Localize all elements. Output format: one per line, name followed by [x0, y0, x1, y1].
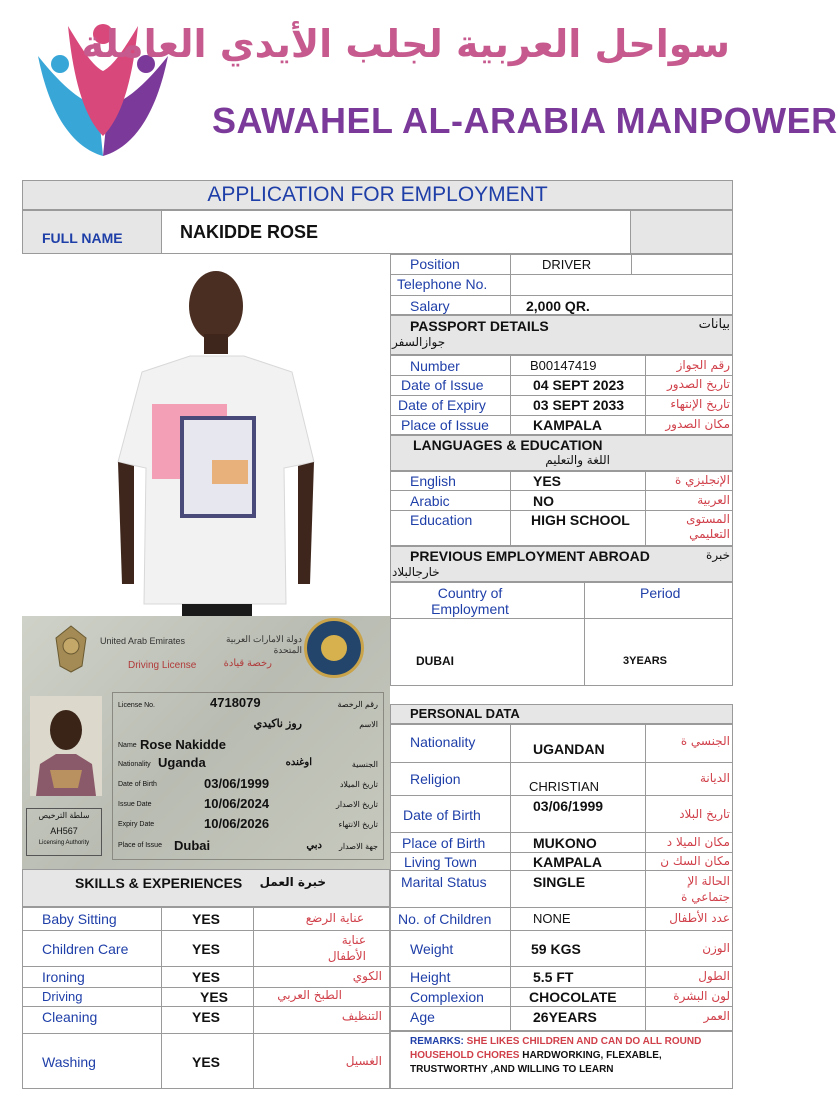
applicant-photo — [22, 254, 390, 616]
licensing-authority-stamp — [26, 808, 102, 856]
license-expiry-ar: تاريخ الانتهاء — [338, 820, 378, 829]
passport-number-label: Number — [410, 358, 460, 374]
living-town-value: KAMPALA — [533, 854, 602, 870]
license-name-ar-value: روز ناكيدي — [253, 718, 302, 730]
stamp-en: Licensing Authority — [38, 840, 90, 846]
country-of-employment-label: Country of Employment — [431, 585, 509, 617]
baby-sitting-label: Baby Sitting — [42, 911, 117, 927]
languages-heading-ar: اللغة والتعليم — [545, 453, 610, 467]
divider — [22, 966, 390, 967]
living-town-label: Living Town — [404, 854, 477, 870]
divider — [510, 355, 511, 435]
divider — [390, 852, 733, 853]
washing-label: Washing — [42, 1054, 96, 1070]
personal-heading: PERSONAL DATA — [410, 706, 520, 721]
divider — [510, 254, 511, 315]
divider — [390, 490, 733, 491]
position-value: DRIVER — [542, 257, 592, 272]
passport-heading-ar2: جوازالسفر — [392, 335, 446, 349]
license-type-en: Driving License — [128, 660, 197, 671]
license-nationality-ar-value: اوغنده — [285, 757, 312, 768]
divider — [161, 907, 162, 1089]
previous-heading-ar2: خارجالبلاد — [392, 565, 440, 579]
period-value: 3YEARS — [623, 655, 668, 667]
cleaning-ar: التنظيف — [341, 1009, 382, 1023]
weight-value: 59 KGS — [531, 941, 581, 957]
remarks-text — [410, 1035, 728, 1077]
divider — [390, 395, 733, 396]
driving-license-card — [22, 616, 390, 869]
complexion-value: CHOCOLATE — [529, 989, 617, 1005]
complexion-ar: لون البشرة — [673, 989, 730, 1003]
license-issue-ar: تاريخ الاصدار — [335, 800, 378, 809]
license-place-ar-value: دبي — [306, 840, 322, 851]
passport-number-value: B00147419 — [530, 358, 597, 373]
education-value: HIGH SCHOOL — [531, 512, 630, 528]
divider — [390, 987, 733, 988]
complexion-label: Complexion — [410, 989, 484, 1005]
nationality-ar: الجنسي ة — [680, 734, 730, 748]
nationality-label: Nationality — [410, 734, 476, 750]
salary-label: Salary — [410, 298, 450, 314]
divider — [390, 832, 733, 833]
children-care-value: YES — [192, 941, 221, 957]
divider — [22, 1006, 390, 1007]
dob-label: Date of Birth — [403, 807, 481, 823]
license-no-label: License No. — [118, 702, 155, 709]
passport-expiry-label: Date of Expiry — [398, 397, 486, 413]
company-name-arabic: سواحل العربية لجلب الأيدي العاملة — [81, 22, 730, 66]
position-label: Position — [410, 256, 460, 272]
divider — [390, 415, 733, 416]
divider — [645, 724, 646, 1031]
divider — [510, 471, 511, 546]
divider — [390, 966, 733, 967]
marital-status-label: Marital Status — [401, 874, 487, 890]
english-ar: الإنجليزي ة — [675, 473, 730, 487]
height-label: Height — [410, 969, 451, 985]
license-dob-ar: تاريخ الميلاد — [339, 780, 378, 789]
full-name-blank-cell — [630, 210, 733, 254]
passport-place-value: KAMPALA — [533, 417, 602, 433]
children-value: NONE — [533, 911, 571, 926]
arabic-label: Arabic — [410, 493, 450, 509]
religion-ar: الديانة — [699, 771, 730, 785]
divider — [390, 1006, 733, 1007]
children-ar: عدد الأطفال — [669, 911, 730, 925]
license-expiry-value: 10/06/2026 — [204, 816, 270, 831]
arabic-value: NO — [533, 493, 554, 509]
driving-label: Driving — [42, 989, 83, 1004]
license-photo — [30, 696, 102, 796]
full-name-value: NAKIDDE ROSE — [180, 222, 319, 242]
divider — [253, 907, 254, 1089]
ironing-label: Ironing — [42, 969, 85, 985]
passport-number-ar: رقم الجواز — [676, 358, 730, 372]
baby-sitting-value: YES — [192, 911, 221, 927]
passport-expiry-ar: تاريخ الإنتهاء — [670, 397, 730, 411]
license-no-ar: رقم الرخصة — [337, 700, 378, 709]
license-dob-label: Date of Birth — [118, 781, 157, 788]
divider — [390, 274, 733, 275]
license-expiry-label: Expiry Date — [118, 821, 155, 828]
education-label: Education — [410, 512, 473, 528]
height-value: 5.5 FT — [533, 969, 574, 985]
education-ar: المستوى التعليمي — [686, 512, 730, 541]
passport-heading: PASSPORT DETAILS — [410, 318, 549, 334]
stamp-ar: سلطة الترخيص — [38, 811, 90, 820]
person-figure-icon — [22, 254, 390, 616]
license-name-ar-label: الاسم — [359, 720, 378, 729]
divider — [645, 355, 646, 435]
divider — [390, 930, 733, 931]
place-of-birth-ar: مكان الميلا د — [666, 835, 730, 849]
divider — [390, 618, 733, 619]
license-dob-value: 03/06/1999 — [204, 776, 270, 791]
passport-heading-ar1: بيانات — [698, 317, 730, 332]
stamp-code: AH567 — [50, 826, 78, 836]
dob-ar: تاريخ البلاد — [679, 807, 730, 821]
place-of-birth-value: MUKONO — [533, 835, 597, 851]
english-value: YES — [533, 473, 562, 489]
license-nationality-label: Nationality — [118, 761, 151, 768]
nationality-value: UGANDAN — [533, 741, 605, 757]
divider — [22, 930, 390, 931]
period-label: Period — [640, 585, 681, 601]
divider — [390, 510, 733, 511]
children-care-label: Children Care — [42, 941, 129, 957]
license-place-ar: جهة الاصدار — [338, 842, 378, 851]
baby-sitting-ar: عناية الرضع — [305, 911, 364, 925]
previous-heading-ar1: خبرة — [706, 548, 730, 562]
english-label: English — [410, 473, 456, 489]
divider — [390, 907, 733, 908]
divider — [390, 762, 733, 763]
remarks-highlight: SHE LIKES CHILDREN AND CAN DO ALL ROUND HOUSEHOLD CHORES — [410, 1036, 702, 1061]
cleaning-value: YES — [192, 1009, 221, 1025]
driving-ar: الطبخ العربي — [277, 988, 342, 1002]
divider — [390, 295, 733, 296]
license-nationality-ar: الجنسية — [351, 760, 378, 769]
driving-value: YES — [200, 989, 229, 1005]
weight-label: Weight — [410, 941, 454, 957]
passport-issue-ar: تاريخ الصدور — [667, 377, 730, 391]
previous-heading: PREVIOUS EMPLOYMENT ABROAD — [410, 548, 650, 564]
license-no-value: 4718079 — [210, 695, 261, 710]
ironing-value: YES — [192, 969, 221, 985]
country-value: DUBAI — [416, 654, 454, 668]
company-name-english: SAWAHEL AL-ARABIA MANPOWER — [212, 100, 838, 141]
passport-issue-value: 04 SEPT 2023 — [533, 377, 625, 393]
age-ar: العمر — [703, 1009, 730, 1023]
license-portrait-icon — [30, 696, 102, 796]
passport-expiry-value: 03 SEPT 2033 — [533, 397, 625, 413]
living-town-ar: مكان السك ن — [660, 854, 730, 868]
divider — [645, 471, 646, 546]
full-name-label: FULL NAME — [42, 230, 123, 246]
children-label: No. of Children — [398, 911, 492, 927]
passport-place-ar: مكان الصدور — [665, 417, 730, 431]
license-place-label: Place of Issue — [118, 842, 162, 849]
children-care-ar: عناية الأطفال — [327, 933, 366, 963]
license-place-value: Dubai — [174, 838, 211, 853]
divider — [22, 1033, 390, 1034]
arabic-ar: العربية — [697, 493, 730, 507]
divider — [584, 582, 585, 686]
license-name-value: Rose Nakidde — [140, 737, 226, 752]
divider — [631, 254, 632, 274]
skills-heading: SKILLS & EXPERIENCES — [75, 875, 243, 891]
cleaning-label: Cleaning — [42, 1009, 98, 1025]
form-title: APPLICATION FOR EMPLOYMENT — [207, 183, 548, 206]
height-ar: الطول — [698, 969, 730, 983]
license-country-en: United Arab Emirates — [100, 636, 186, 646]
place-of-birth-label: Place of Birth — [402, 835, 486, 851]
languages-heading: LANGUAGES & EDUCATION — [413, 437, 603, 453]
washing-value: YES — [192, 1054, 221, 1070]
salary-value: 2,000 QR. — [526, 298, 590, 314]
passport-issue-label: Date of Issue — [401, 377, 484, 393]
washing-ar: الغسيل — [345, 1054, 382, 1068]
divider — [390, 870, 733, 871]
license-issue-label: Issue Date — [118, 801, 152, 808]
remarks-label: REMARKS: — [410, 1036, 464, 1047]
license-issue-value: 10/06/2024 — [204, 796, 270, 811]
license-type-ar: رخصة قيادة — [223, 658, 272, 669]
license-name-label: Name — [118, 742, 137, 749]
remarks-rest: HARDWORKING, FLEXABLE, TRUSTWORTHY ,AND WILLING TO LEARN — [410, 1050, 662, 1075]
gcc-logo-icon — [304, 618, 364, 678]
religion-label: Religion — [410, 771, 461, 787]
uae-emblem-icon — [50, 622, 92, 674]
divider — [510, 724, 511, 1031]
license-nationality-value: Uganda — [158, 755, 206, 770]
age-value: 26YEARS — [533, 1009, 597, 1025]
marital-status-ar: الحالة الإ جتماعي ة — [681, 874, 730, 904]
license-country-ar: دولة الامارات العربية المتحدة — [225, 634, 302, 655]
marital-status-value: SINGLE — [533, 874, 586, 890]
telephone-label: Telephone No. — [397, 276, 488, 292]
passport-place-label: Place of Issue — [401, 417, 489, 433]
divider — [390, 795, 733, 796]
age-label: Age — [410, 1009, 435, 1025]
religion-value: CHRISTIAN — [529, 779, 600, 794]
ironing-ar: الكوي — [352, 969, 382, 983]
divider — [390, 375, 733, 376]
skills-heading-ar: خبرة العمل — [259, 875, 326, 889]
weight-ar: الوزن — [702, 941, 730, 955]
dob-value: 03/06/1999 — [533, 798, 604, 814]
